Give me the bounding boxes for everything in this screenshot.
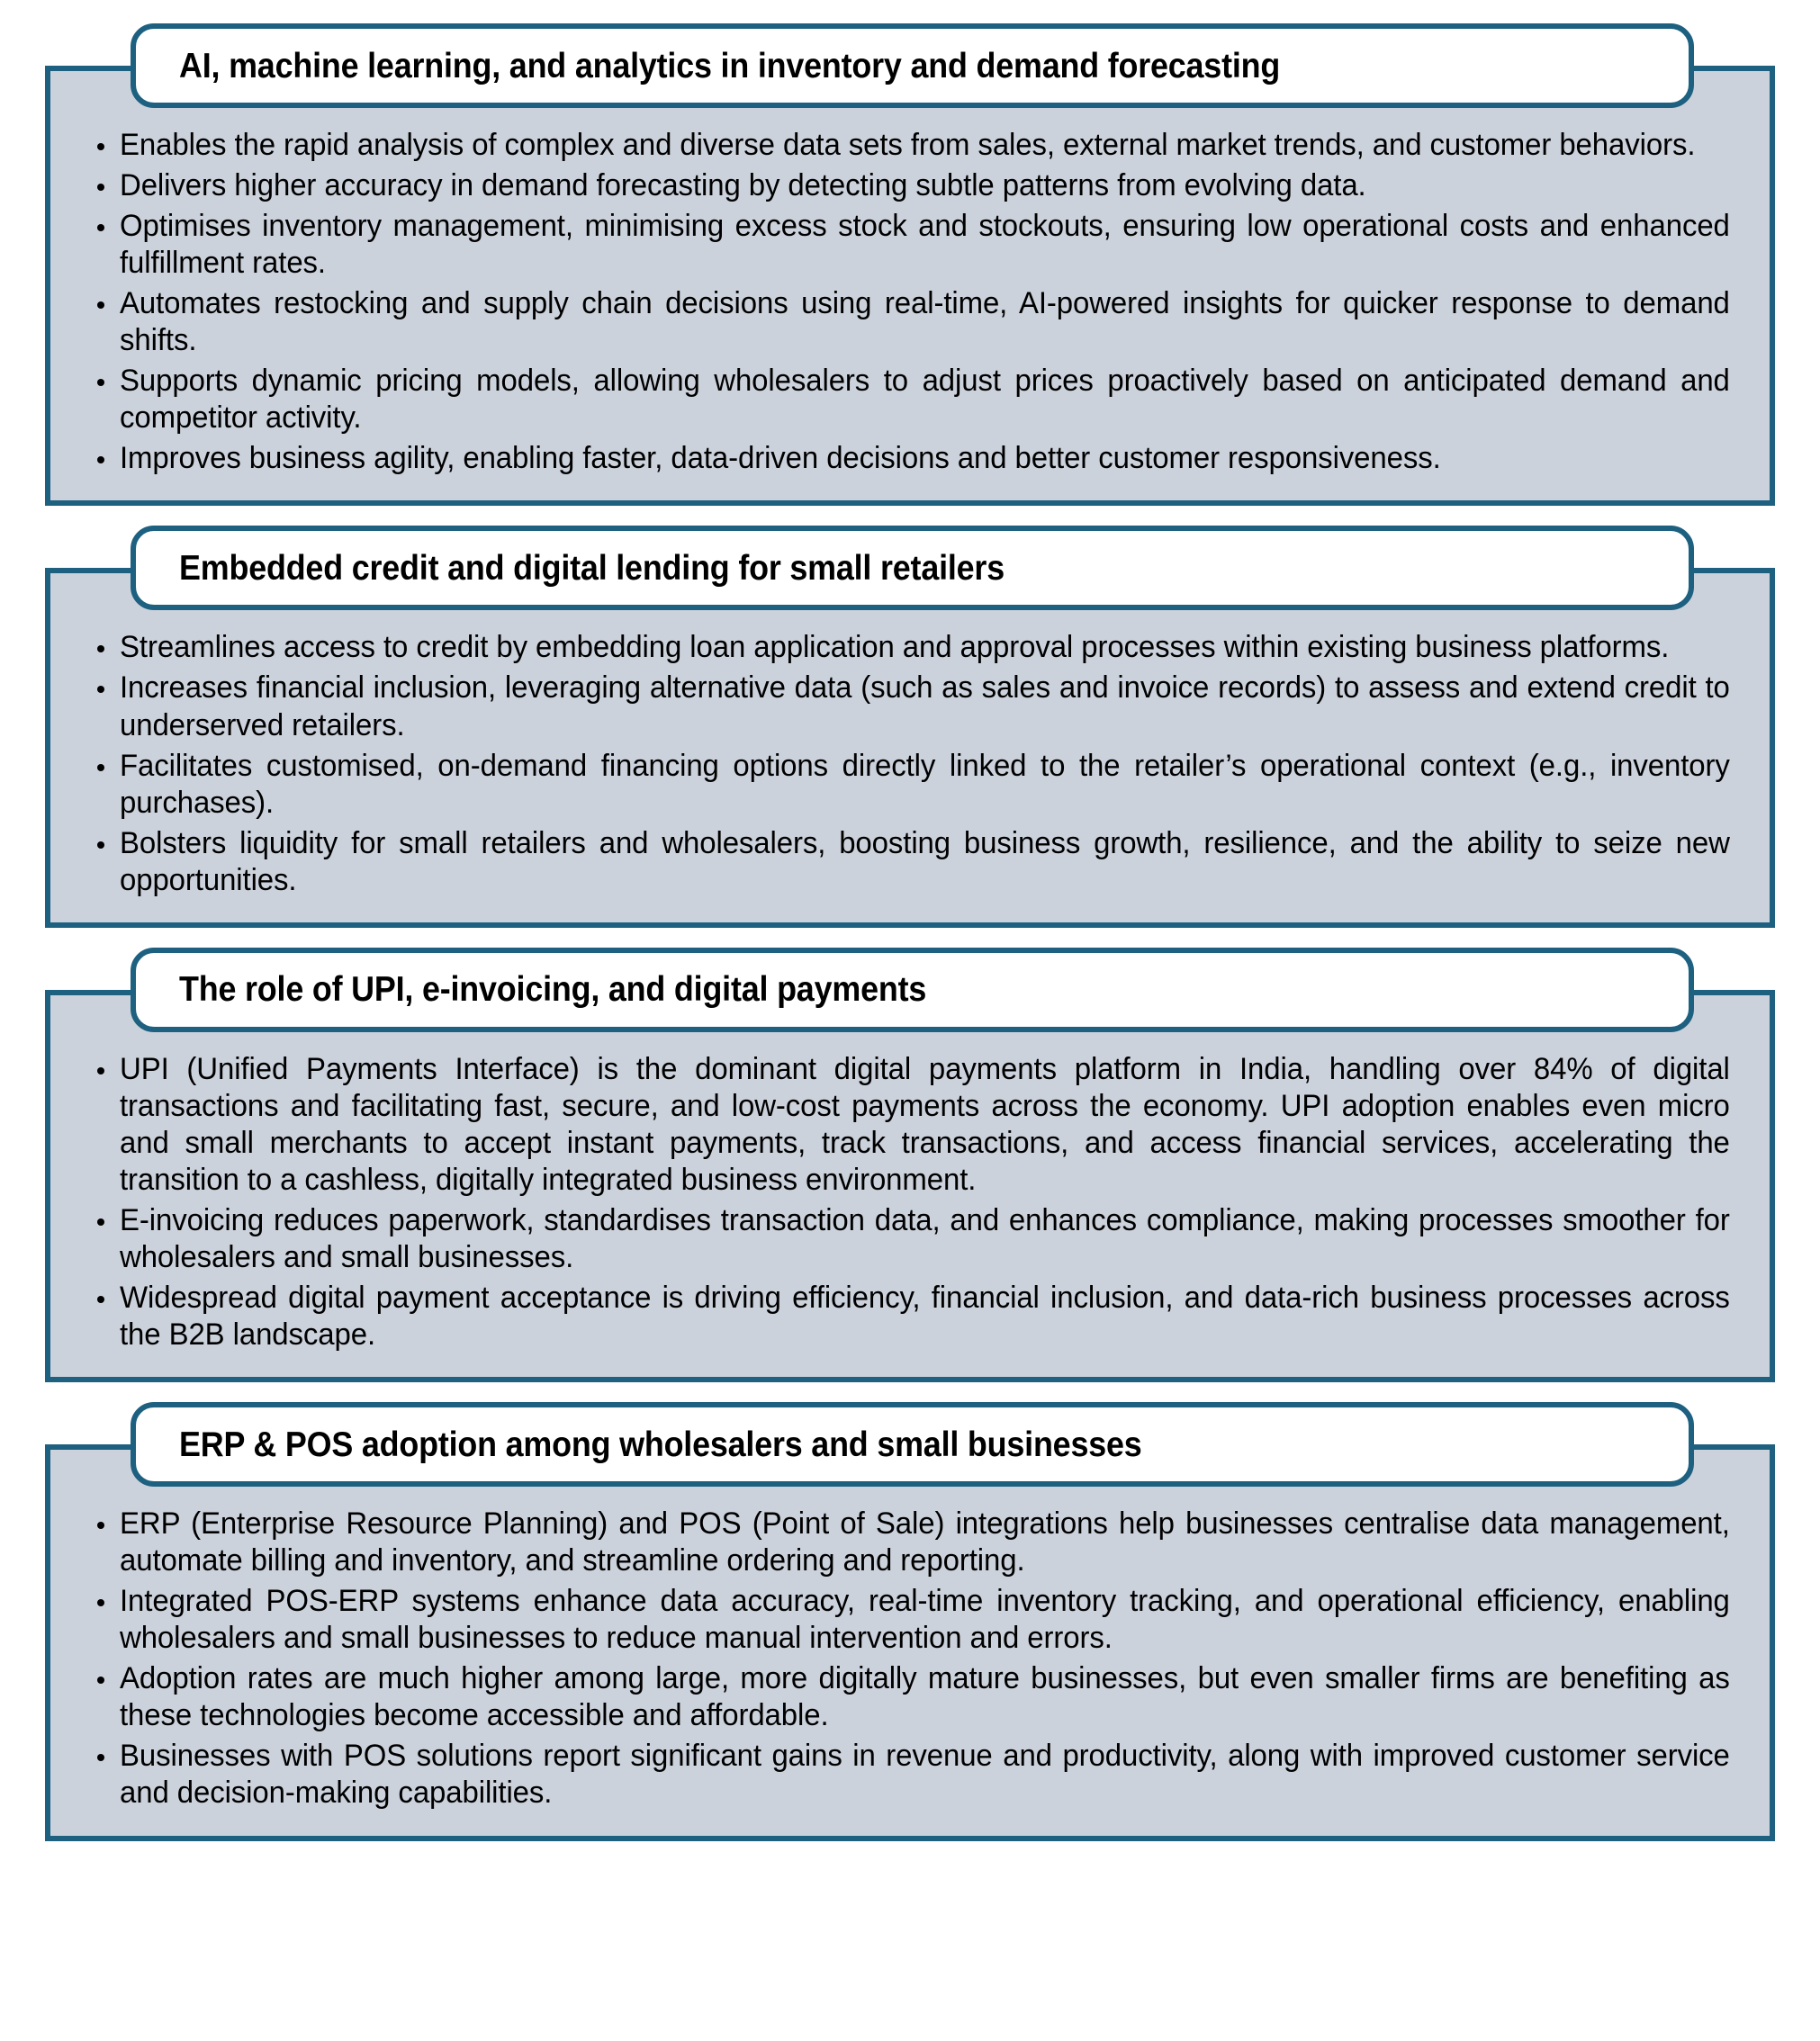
bullet-item [90,1280,1730,1353]
bullet-item [90,825,1730,899]
bullet-item [90,440,1730,477]
bullet-text: Businesses with POS solutions report significant gains in revenue and productivity, along with improved customer service and decision-making capabilities. [120,1739,1730,1811]
bullet-list [90,127,1730,477]
bullet-dot-icon [97,764,104,771]
section-title-card [131,1402,1694,1487]
bullet-dot-icon [97,1599,104,1606]
section-shell [45,23,1775,506]
section-erp-pos-adoption [45,1402,1775,1840]
section-body-card [45,568,1775,927]
bullet-dot-icon [97,1218,104,1226]
section-title-card [131,526,1694,610]
bullet-item [90,127,1730,164]
bullet-list [90,1506,1730,1812]
section-body-card [45,66,1775,506]
bullet-text: ERP (Enterprise Resource Planning) and POS (Point of Sale) integrations help businesses centralise data management, automate billing and inventory, and streamline ordering and reporting. [120,1506,1730,1578]
bullet-item [90,629,1730,666]
section-body-card [45,1444,1775,1840]
bullet-text: Enables the rapid analysis of complex and diverse data sets from sales, external market trends, and customer behaviors. [120,128,1696,162]
section-title-text: AI, machine learning, and analytics in inventory and demand forecasting [179,46,1281,85]
section-upi-einvoicing-payments [45,948,1775,1382]
bullet-item [90,1738,1730,1812]
bullet-text: Adoption rates are much higher among large, more digitally mature businesses, but even smaller firms are benefiting as these technologies become accessible and affordable. [120,1661,1730,1733]
bullet-item [90,1506,1730,1579]
bullet-text: Improves business agility, enabling faster, data-driven decisions and better customer responsiveness. [120,441,1441,476]
bullet-dot-icon [97,1067,104,1074]
bullet-item [90,208,1730,282]
bullet-text: UPI (Unified Payments Interface) is the dominant digital payments platform in India, handling over 84% of digital transactions and facilitating fast, secure, and low-cost payments across the economy. UPI adoption enables even micro and small merchants to accept instant payments, track transactions, and access financial services, accelerating the transition to a cashless, digitally integrated business environment. [120,1051,1730,1197]
section-ai-ml-analytics [45,23,1775,506]
bullet-text: Optimises inventory management, minimising excess stock and stockouts, ensuring low operational costs and enhanced fulfillment rates. [120,209,1730,281]
bullet-dot-icon [97,301,104,309]
bullet-dot-icon [97,1754,104,1761]
bullet-item [90,1051,1730,1199]
bullet-item [90,363,1730,436]
bullet-item [90,285,1730,359]
section-body-card [45,990,1775,1382]
bullet-list [90,1051,1730,1353]
bullet-text: Delivers higher accuracy in demand forecasting by detecting subtle patterns from evolving data. [120,168,1366,203]
bullet-dot-icon [97,645,104,652]
section-title-text: ERP & POS adoption among wholesalers and small businesses [179,1425,1142,1464]
section-shell [45,1402,1775,1840]
bullet-text: Streamlines access to credit by embedding loan application and approval processes within existing business platforms. [120,630,1670,665]
bullet-text: Automates restocking and supply chain decisions using real-time, AI-powered insights for quicker response to demand shifts. [120,286,1730,358]
section-embedded-credit [45,526,1775,927]
bullet-dot-icon [97,456,104,463]
bullet-item [90,1660,1730,1734]
bullet-dot-icon [97,379,104,386]
section-title-text: Embedded credit and digital lending for small retailers [179,548,1005,588]
bullet-item [90,167,1730,204]
section-title-card [131,23,1694,108]
section-shell [45,526,1775,927]
section-title-card [131,948,1694,1032]
bullet-dot-icon [97,1677,104,1684]
bullet-dot-icon [97,686,104,693]
bullet-text: Bolsters liquidity for small retailers and wholesalers, boosting business growth, resilience, and the ability to seize new opportunities. [120,825,1730,897]
bullet-item [90,748,1730,822]
bullet-dot-icon [97,224,104,231]
bullet-list [90,629,1730,898]
bullet-text: Supports dynamic pricing models, allowing wholesalers to adjust prices proactively based on anticipated demand and competitor activity. [120,364,1730,436]
section-shell [45,948,1775,1382]
bullet-dot-icon [97,184,104,191]
bullet-dot-icon [97,143,104,150]
bullet-text: E-invoicing reduces paperwork, standardises transaction data, and enhances compliance, making processes smoother for wholesalers and small businesses. [120,1202,1730,1274]
bullet-dot-icon [97,1296,104,1303]
bullet-text: Widespread digital payment acceptance is driving efficiency, financial inclusion, and data-rich business processes across the B2B landscape. [120,1281,1730,1353]
section-title-text: The role of UPI, e-invoicing, and digital payments [179,970,927,1010]
bullet-text: Increases financial inclusion, leveraging alternative data (such as sales and invoice records) to assess and extend credit to underserved retailers. [120,670,1730,742]
bullet-item [90,670,1730,743]
bullet-text: Facilitates customised, on-demand financing options directly linked to the retailer’s operational context (e.g., inventory purchases). [120,748,1730,820]
bullet-item [90,1202,1730,1276]
bullet-item [90,1583,1730,1657]
bullet-text: Integrated POS-ERP systems enhance data accuracy, real-time inventory tracking, and operational efficiency, enabling wholesalers and small businesses to reduce manual intervention and errors. [120,1584,1730,1656]
bullet-dot-icon [97,1522,104,1529]
bullet-dot-icon [97,841,104,849]
